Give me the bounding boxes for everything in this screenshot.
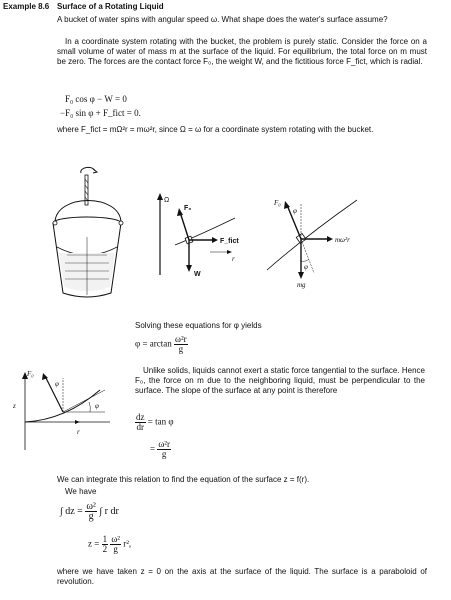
surface-curve-figure bbox=[5, 370, 120, 465]
curve-F0-label: F₀ bbox=[27, 370, 34, 378]
slope2-fraction bbox=[157, 440, 171, 459]
arctan-den: g bbox=[178, 344, 184, 354]
example-title: Surface of a Rotating Liquid bbox=[57, 2, 164, 11]
equation-1: F₀ cos φ − W = 0 bbox=[65, 94, 127, 104]
equation-2: −F₀ sin φ + F_fict = 0. bbox=[60, 108, 141, 118]
z-frac1 bbox=[102, 535, 109, 554]
angle-phi-label-bottom: φ bbox=[304, 263, 308, 271]
slope-lhs-num: dz bbox=[136, 412, 145, 422]
z-den2: g bbox=[113, 544, 118, 554]
int-fraction bbox=[85, 502, 97, 521]
slope-equation bbox=[135, 413, 174, 432]
r-label: r bbox=[232, 255, 235, 263]
z-num1: 1 bbox=[102, 534, 108, 544]
int-num: ω² bbox=[86, 501, 96, 512]
rotation-arrow-icon bbox=[81, 167, 95, 173]
angle-diagram bbox=[262, 195, 372, 290]
paragraph-8: where we have taken z = 0 on the axis at the surface of the liquid. The surface is a paraboloid of revolution. bbox=[57, 567, 427, 586]
arctan-num: ω²r bbox=[175, 334, 187, 344]
omega-label: Ω bbox=[164, 197, 170, 204]
arctan-lhs: φ = arctan bbox=[135, 338, 172, 349]
mg-label: mg bbox=[297, 281, 306, 289]
z-axis-label: z bbox=[13, 402, 16, 410]
int-lhs: ∫ dz = bbox=[60, 505, 83, 517]
momega2r-label: mω²r bbox=[335, 236, 350, 244]
z-lhs: z = bbox=[88, 538, 100, 549]
slope2-num: ω²r bbox=[158, 439, 170, 449]
arctan-equation bbox=[135, 335, 188, 354]
slope2-den: g bbox=[161, 449, 167, 459]
paragraph-5: Unlike solids, liquids cannot exert a static force tangential to the surface. Hence F₀, the force on m due to the neighboring liquid, must be perpendicular to the surface. The slope of the surface at any point is therefore bbox=[135, 366, 425, 395]
integral-equation bbox=[60, 502, 119, 521]
paragraph-1: A bucket of water spins with angular speed ω. What shape does the water's surface assume? bbox=[57, 15, 388, 24]
z-frac2 bbox=[110, 535, 121, 554]
slope-lhs-fraction bbox=[135, 413, 146, 432]
z-equation bbox=[88, 535, 131, 554]
F0-label: F₀ bbox=[184, 205, 192, 212]
Ffict-label: F_fict bbox=[220, 238, 239, 245]
arctan-fraction bbox=[174, 335, 188, 354]
paragraph-2: In a coordinate system rotating with the bucket, the problem is purely static. Consider the force on a small volume of water of mass m at the surface of the liquid. For equilibrium, the total force on m must be zero. The forces are the contact force F₀, the weight W, and the fictitious force F_fict, which is radial. bbox=[57, 37, 427, 66]
curve-phi-label-right: φ bbox=[95, 402, 99, 410]
curve-phi-label-top: φ bbox=[55, 380, 59, 388]
z-den1: 2 bbox=[102, 544, 108, 554]
example-label: Example 8.6 bbox=[3, 2, 50, 11]
paragraph-3: where F_fict = mΩ²r = mω²r, since Ω = ω for a coordinate system rotating with the bucket. bbox=[57, 125, 374, 134]
slope-rhs: = tan φ bbox=[147, 416, 174, 427]
int-den: g bbox=[88, 511, 94, 522]
angle-F0-label: F₀ bbox=[274, 199, 281, 207]
z-num2: ω² bbox=[111, 534, 120, 544]
r-axis-label: r bbox=[77, 428, 80, 436]
bucket-figure bbox=[45, 165, 140, 305]
paragraph-6: We can integrate this relation to find the equation of the surface z = f(r). bbox=[57, 475, 310, 484]
z-rhs: r², bbox=[123, 538, 132, 549]
paragraph-4: Solving these equations for φ yields bbox=[135, 321, 262, 330]
slope-equation-2: = $\frac{\text{ω²r}}{g}$ bbox=[150, 439, 170, 459]
int-rhs: ∫ r dr bbox=[99, 505, 119, 517]
W-label: W bbox=[194, 271, 201, 278]
angle-phi-label-top: φ bbox=[293, 207, 297, 215]
slope-lhs-den: dr bbox=[136, 422, 144, 432]
force-diagram bbox=[150, 190, 250, 290]
paragraph-7: We have bbox=[65, 487, 97, 496]
